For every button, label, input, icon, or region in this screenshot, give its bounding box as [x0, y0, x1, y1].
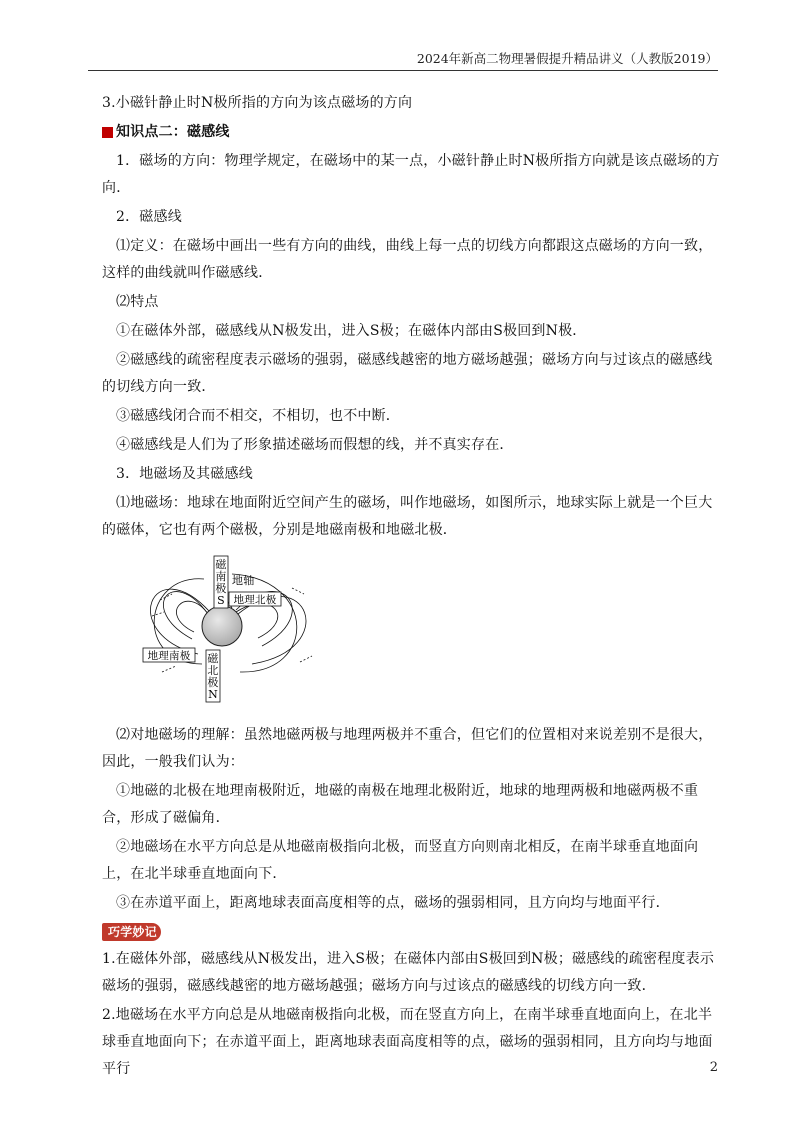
paragraph-features-heading: ⑵特点 — [116, 294, 159, 310]
field-line-dashed — [162, 666, 176, 672]
header-divider — [88, 70, 718, 71]
paragraph-understanding: ⑵对地磁场的理解：虽然地磁两极与地理两极并不重合，但它们的位置相对来说差别不是很大，因此，一般我们认为： — [102, 727, 713, 770]
geo-north-label: 地理北极 — [233, 594, 277, 606]
magnetic-south-label-1: 磁 — [215, 558, 227, 571]
earth-magnetic-field-diagram — [132, 554, 332, 704]
tip-2: 2.地磁场在水平方向总是从地磁南极指向北极，而在竖直方向上，在南半球垂直地面向上，在北半球垂直地面向下；在赤道平面上，距离地球表面高度相等的点，磁场的强弱相同，且方向均与地面平行 — [102, 1007, 713, 1077]
earth — [202, 606, 242, 646]
magnetic-south-label-4: S — [217, 594, 225, 607]
paragraph-feature-3: ③磁感线闭合而不相交，不相切，也不中断． — [116, 408, 400, 424]
geo-south-label: 地理南极 — [147, 650, 191, 662]
paragraph-feature-4: ④磁感线是人们为了形象描述磁场而假想的线，并不真实存在． — [116, 437, 514, 453]
field-line — [236, 604, 278, 638]
magnetic-north-label-4: N — [208, 688, 218, 701]
red-square-icon — [102, 127, 113, 138]
intro-line: 3.小磁针静止时N极所指的方向为该点磁场的方向 — [102, 95, 413, 111]
field-line — [163, 592, 208, 639]
magnetic-north-label-3: 极 — [207, 676, 219, 689]
field-line-dashed — [292, 588, 304, 594]
paragraph-understanding-3: ③在赤道平面上，距离地球表面高度相等的点，磁场的强弱相同，且方向均与地面平行． — [116, 895, 670, 911]
page-header-title: 2024年新高二物理暑假提升精品讲义（人教版2019） — [416, 51, 718, 66]
paragraph-definition: ⑴定义：在磁场中画出一些有方向的曲线，曲线上每一点的切线方向都跟这点磁场的方向一致，这样的曲线就叫作磁感线． — [102, 238, 713, 281]
paragraph-geomagnetic-field: ⑴地磁场：地球在地面附近空间产生的磁场，叫作地磁场，如图所示，地球实际上就是一个巨大的磁体，它也有两个磁极，分别是地磁南极和地磁北极． — [102, 495, 713, 538]
magnetic-north-label-2: 北 — [207, 664, 219, 677]
paragraph-feature-2: ②磁感线的疏密程度表示磁场的强弱，磁感线越密的地方磁场越强；磁场方向与过该点的磁感线的切线方向一致． — [102, 352, 713, 395]
section-heading-text: 知识点二：磁感线 — [116, 124, 230, 140]
page-content — [102, 90, 720, 1085]
section-heading — [102, 119, 720, 146]
magnetic-south-label-2: 南 — [215, 570, 227, 583]
tips-badge: 巧学妙记 — [102, 923, 161, 941]
paragraph-field-lines-heading: 2．磁感线 — [116, 209, 182, 225]
paragraph-understanding-1: ①地磁的北极在地理南极附近，地磁的南极在地理北极附近，地球的地理两极和地磁两极不重合，形成了磁偏角． — [102, 783, 699, 826]
paragraph-field-direction: 1．磁场的方向：物理学规定，在磁场中的某一点，小磁针静止时N极所指方向就是该点磁场的方向． — [102, 153, 720, 196]
tip-1: 1.在磁体外部，磁感线从N极发出，进入S极；在磁体内部由S极回到N极；磁感线的疏密程度表示磁场的强弱，磁感线越密的地方磁场越强；磁场方向与过该点的磁感线的切线方向一致． — [102, 951, 715, 994]
paragraph-understanding-2: ②地磁场在水平方向总是从地磁南极指向北极，而竖直方向则南北相反，在南半球垂直地面向上，在北半球垂直地面向下． — [102, 839, 699, 882]
field-line-dashed — [300, 656, 312, 662]
field-line-dashed — [152, 612, 164, 616]
axis-label: 地轴 — [232, 574, 255, 587]
paragraph-feature-1: ①在磁体外部，磁感线从N极发出，进入S极；在磁体内部由S极回到N极． — [116, 323, 587, 339]
magnetic-south-label-3: 极 — [215, 582, 227, 595]
magnetic-north-label-1: 磁 — [207, 652, 219, 665]
page-number: 2 — [709, 1060, 718, 1075]
paragraph-geomagnetic-heading: 3．地磁场及其磁感线 — [116, 466, 253, 482]
